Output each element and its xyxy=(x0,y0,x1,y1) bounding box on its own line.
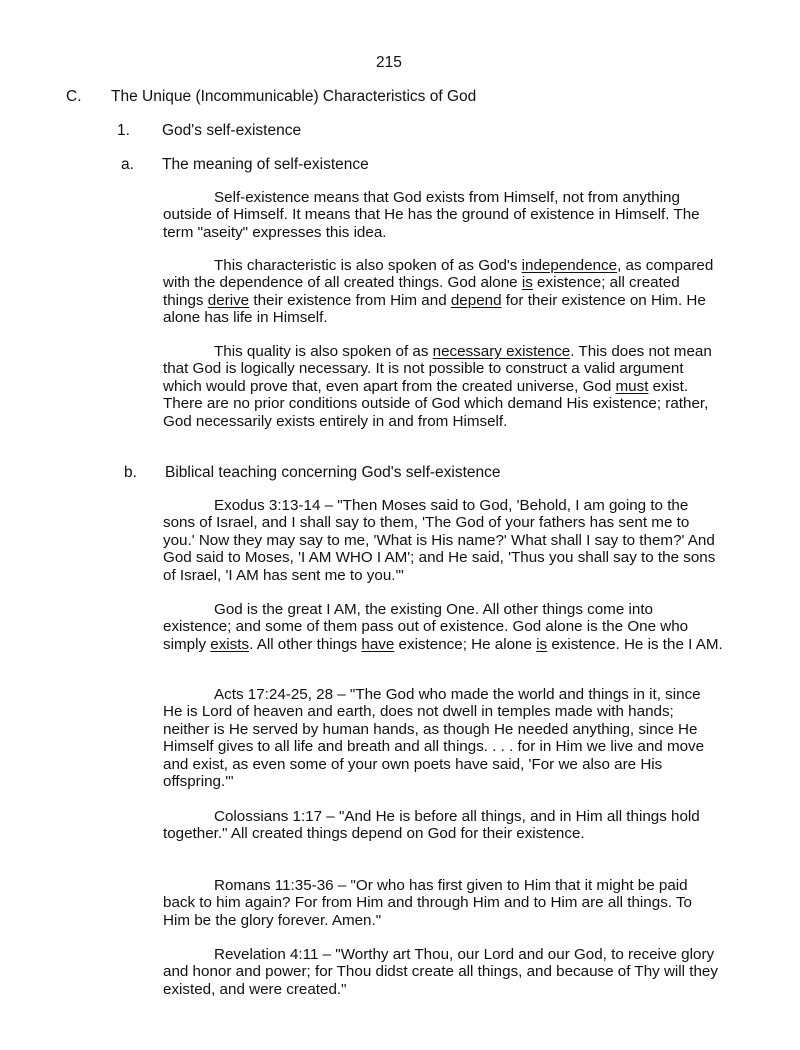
underlined-term: derive xyxy=(207,291,250,309)
romans-quote-text: Romans 11:35-36 – "Or who has first given to Him that it might be paid back to him again? For from Him and through Him and to Him are all things. To Him be the glory forever. Amen." xyxy=(163,877,692,929)
paragraph-self-existence-text: Self-existence means that God exists from Himself, not from anything outside of Himself. It means that He has the ground of existence in Himself. The term "aseity" expresses this idea. xyxy=(163,189,700,241)
text-run: existence. He is the I AM. xyxy=(547,635,723,653)
revelation-quote-text: Revelation 4:11 – "Worthy art Thou, our Lord and our God, to receive glory and honor and power; for Thou didst create all things, and because of Thy will they existed, and were created." xyxy=(163,946,718,998)
underlined-term: depend xyxy=(450,291,502,309)
text-run: . This does not mean that God is logically necessary. It is not possible to construct a valid argument which would prove that, even apart from the created universe, God xyxy=(163,343,712,395)
paragraph-exodus-commentary xyxy=(163,601,723,653)
paragraph-necessary-existence xyxy=(163,343,723,430)
text-run: . All other things xyxy=(249,635,362,653)
paragraph-romans-quote xyxy=(163,877,723,929)
text-run: existence; all created things xyxy=(163,274,680,309)
underlined-term: have xyxy=(361,635,395,653)
item-b-title: Biblical teaching concerning God's self-existence xyxy=(165,464,501,481)
text-run: their existence from Him and xyxy=(249,291,451,309)
text-run: existence; He alone xyxy=(394,635,537,653)
item-1-title: God's self-existence xyxy=(162,122,302,139)
text-run: This characteristic is also spoken of as God's xyxy=(214,257,522,274)
item-b-label: b. xyxy=(124,464,137,481)
section-c-title: The Unique (Incommunicable) Characteristics of God xyxy=(111,88,477,105)
item-a-label: a. xyxy=(121,156,134,173)
paragraph-exodus-quote xyxy=(163,497,723,584)
paragraph-independence xyxy=(163,257,723,327)
text-run: This quality is also spoken of as xyxy=(214,343,433,360)
text-run: exist. There are no prior conditions outside of God which demand His existence; rather, God necessarily exists entirely in and from Himself. xyxy=(163,377,709,430)
section-c-label: C. xyxy=(66,88,82,105)
paragraph-revelation-quote xyxy=(163,946,723,998)
item-a-title: The meaning of self-existence xyxy=(162,156,369,173)
text-run: God is the great I AM, the existing One. All other things come into existence; and some of them pass out of existence. God alone is the One who simply xyxy=(163,601,689,653)
item-1-label: 1. xyxy=(117,122,130,139)
paragraph-acts-quote xyxy=(163,686,723,790)
text-run: , as compared with the dependence of all created things. God alone xyxy=(163,257,714,292)
underlined-term: is xyxy=(536,635,548,653)
underlined-term: independence xyxy=(521,257,618,274)
underlined-term: exists xyxy=(210,635,250,653)
text-run: for their existence on Him. He alone has life in Himself. xyxy=(163,291,706,327)
underlined-term: is xyxy=(521,274,533,292)
underlined-term: must xyxy=(615,377,649,395)
underlined-term: necessary existence xyxy=(432,343,571,360)
acts-quote-text: Acts 17:24-25, 28 – "The God who made the world and things in it, since He is Lord of heaven and earth, does not dwell in temples made with hands; neither is He served by human hands, as though He needed anything, since He Himself gives to all life and breath and all things. . . . for in Him we live and move and exist, as even some of your own poets have said, 'For we also are His offspring.'" xyxy=(163,686,705,791)
paragraph-self-existence xyxy=(163,189,723,241)
colossians-quote-text: Colossians 1:17 – "And He is before all things, and in Him all things hold together." All created things depend on God for their existence. xyxy=(163,808,700,843)
page-number: 215 xyxy=(376,54,402,71)
paragraph-colossians-quote xyxy=(163,808,723,843)
exodus-quote-text: Exodus 3:13-14 – "Then Moses said to God, 'Behold, I am going to the sons of Israel, and I shall say to them, 'The God of your fathers has sent me to you.' Now they may say to me, 'What is His name?' What shall I say to them?' And God said to Moses, 'I AM WHO I AM'; and He said, 'Thus you shall say to the sons of Israel, 'I AM has sent me to you.'" xyxy=(163,497,716,584)
